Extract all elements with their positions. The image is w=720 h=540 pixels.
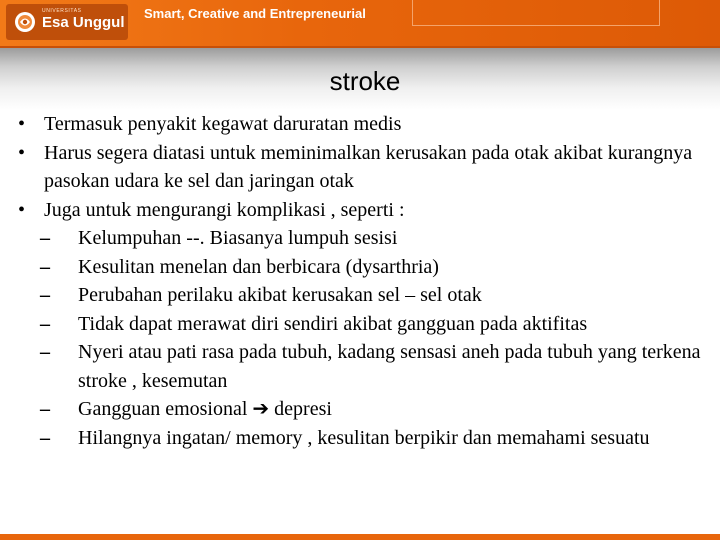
slide-title: stroke xyxy=(329,66,401,96)
bullet-marker: • xyxy=(18,113,26,135)
bullet-marker: • xyxy=(18,141,26,164)
logo-small-text: UNIVERSITAS xyxy=(42,8,82,14)
sub-bullet-text: Nyeri atau pati rasa pada tubuh, kadang sensasi aneh pada tubuh yang terkena stroke , kesemutan xyxy=(78,341,701,392)
sub-bullet-text: Gangguan emosional ➔ depresi xyxy=(78,398,332,420)
dash-marker: – xyxy=(40,227,50,249)
dash-marker: – xyxy=(40,284,50,306)
tagline: Smart, Creative and Entrepreneurial xyxy=(144,6,366,21)
logo-name: Esa Unggul xyxy=(42,14,125,31)
sub-bullet-text: Perubahan perilaku akibat kerusakan sel – sel otak xyxy=(78,284,482,306)
bullet-list xyxy=(18,110,708,452)
bullet-marker: • xyxy=(18,198,26,221)
dash-marker: – xyxy=(40,398,50,420)
dash-marker: – xyxy=(40,255,50,278)
sub-bullet-text: Kesulitan menelan dan berbicara (dysarthria) xyxy=(78,255,439,278)
header-decor-box xyxy=(412,0,660,26)
bottom-accent-bar xyxy=(0,534,720,540)
bullet-item xyxy=(18,110,708,139)
sub-bullet-item xyxy=(18,424,708,453)
bullet-text: Juga untuk mengurangi komplikasi , seperti : xyxy=(44,198,405,221)
header-band xyxy=(0,0,720,46)
sub-bullet-item xyxy=(18,224,708,253)
sub-bullet-item xyxy=(18,253,708,282)
sub-bullet-text: Hilangnya ingatan/ memory , kesulitan berpikir dan memahami sesuatu xyxy=(78,426,650,449)
sub-bullet-item xyxy=(18,281,708,310)
dash-marker: – xyxy=(40,312,50,335)
university-logo xyxy=(6,4,128,40)
bullet-text: Harus segera diatasi untuk meminimalkan kerusakan pada otak akibat kurangnya pasokan udara ke sel dan jaringan otak xyxy=(44,141,693,192)
bullet-item xyxy=(18,139,708,196)
esa-unggul-logo-icon xyxy=(14,11,36,33)
bullet-item xyxy=(18,196,708,225)
sub-bullet-item xyxy=(18,310,708,339)
sub-bullet-item xyxy=(18,395,708,424)
sub-bullet-text: Tidak dapat merawat diri sendiri akibat gangguan pada aktifitas xyxy=(78,312,588,335)
sub-bullet-item xyxy=(18,338,708,395)
dash-marker: – xyxy=(40,341,50,363)
sub-bullet-text: Kelumpuhan --. Biasanya lumpuh sesisi xyxy=(78,227,398,249)
dash-marker: – xyxy=(40,426,50,449)
bullet-text: Termasuk penyakit kegawat daruratan medis xyxy=(44,113,402,135)
